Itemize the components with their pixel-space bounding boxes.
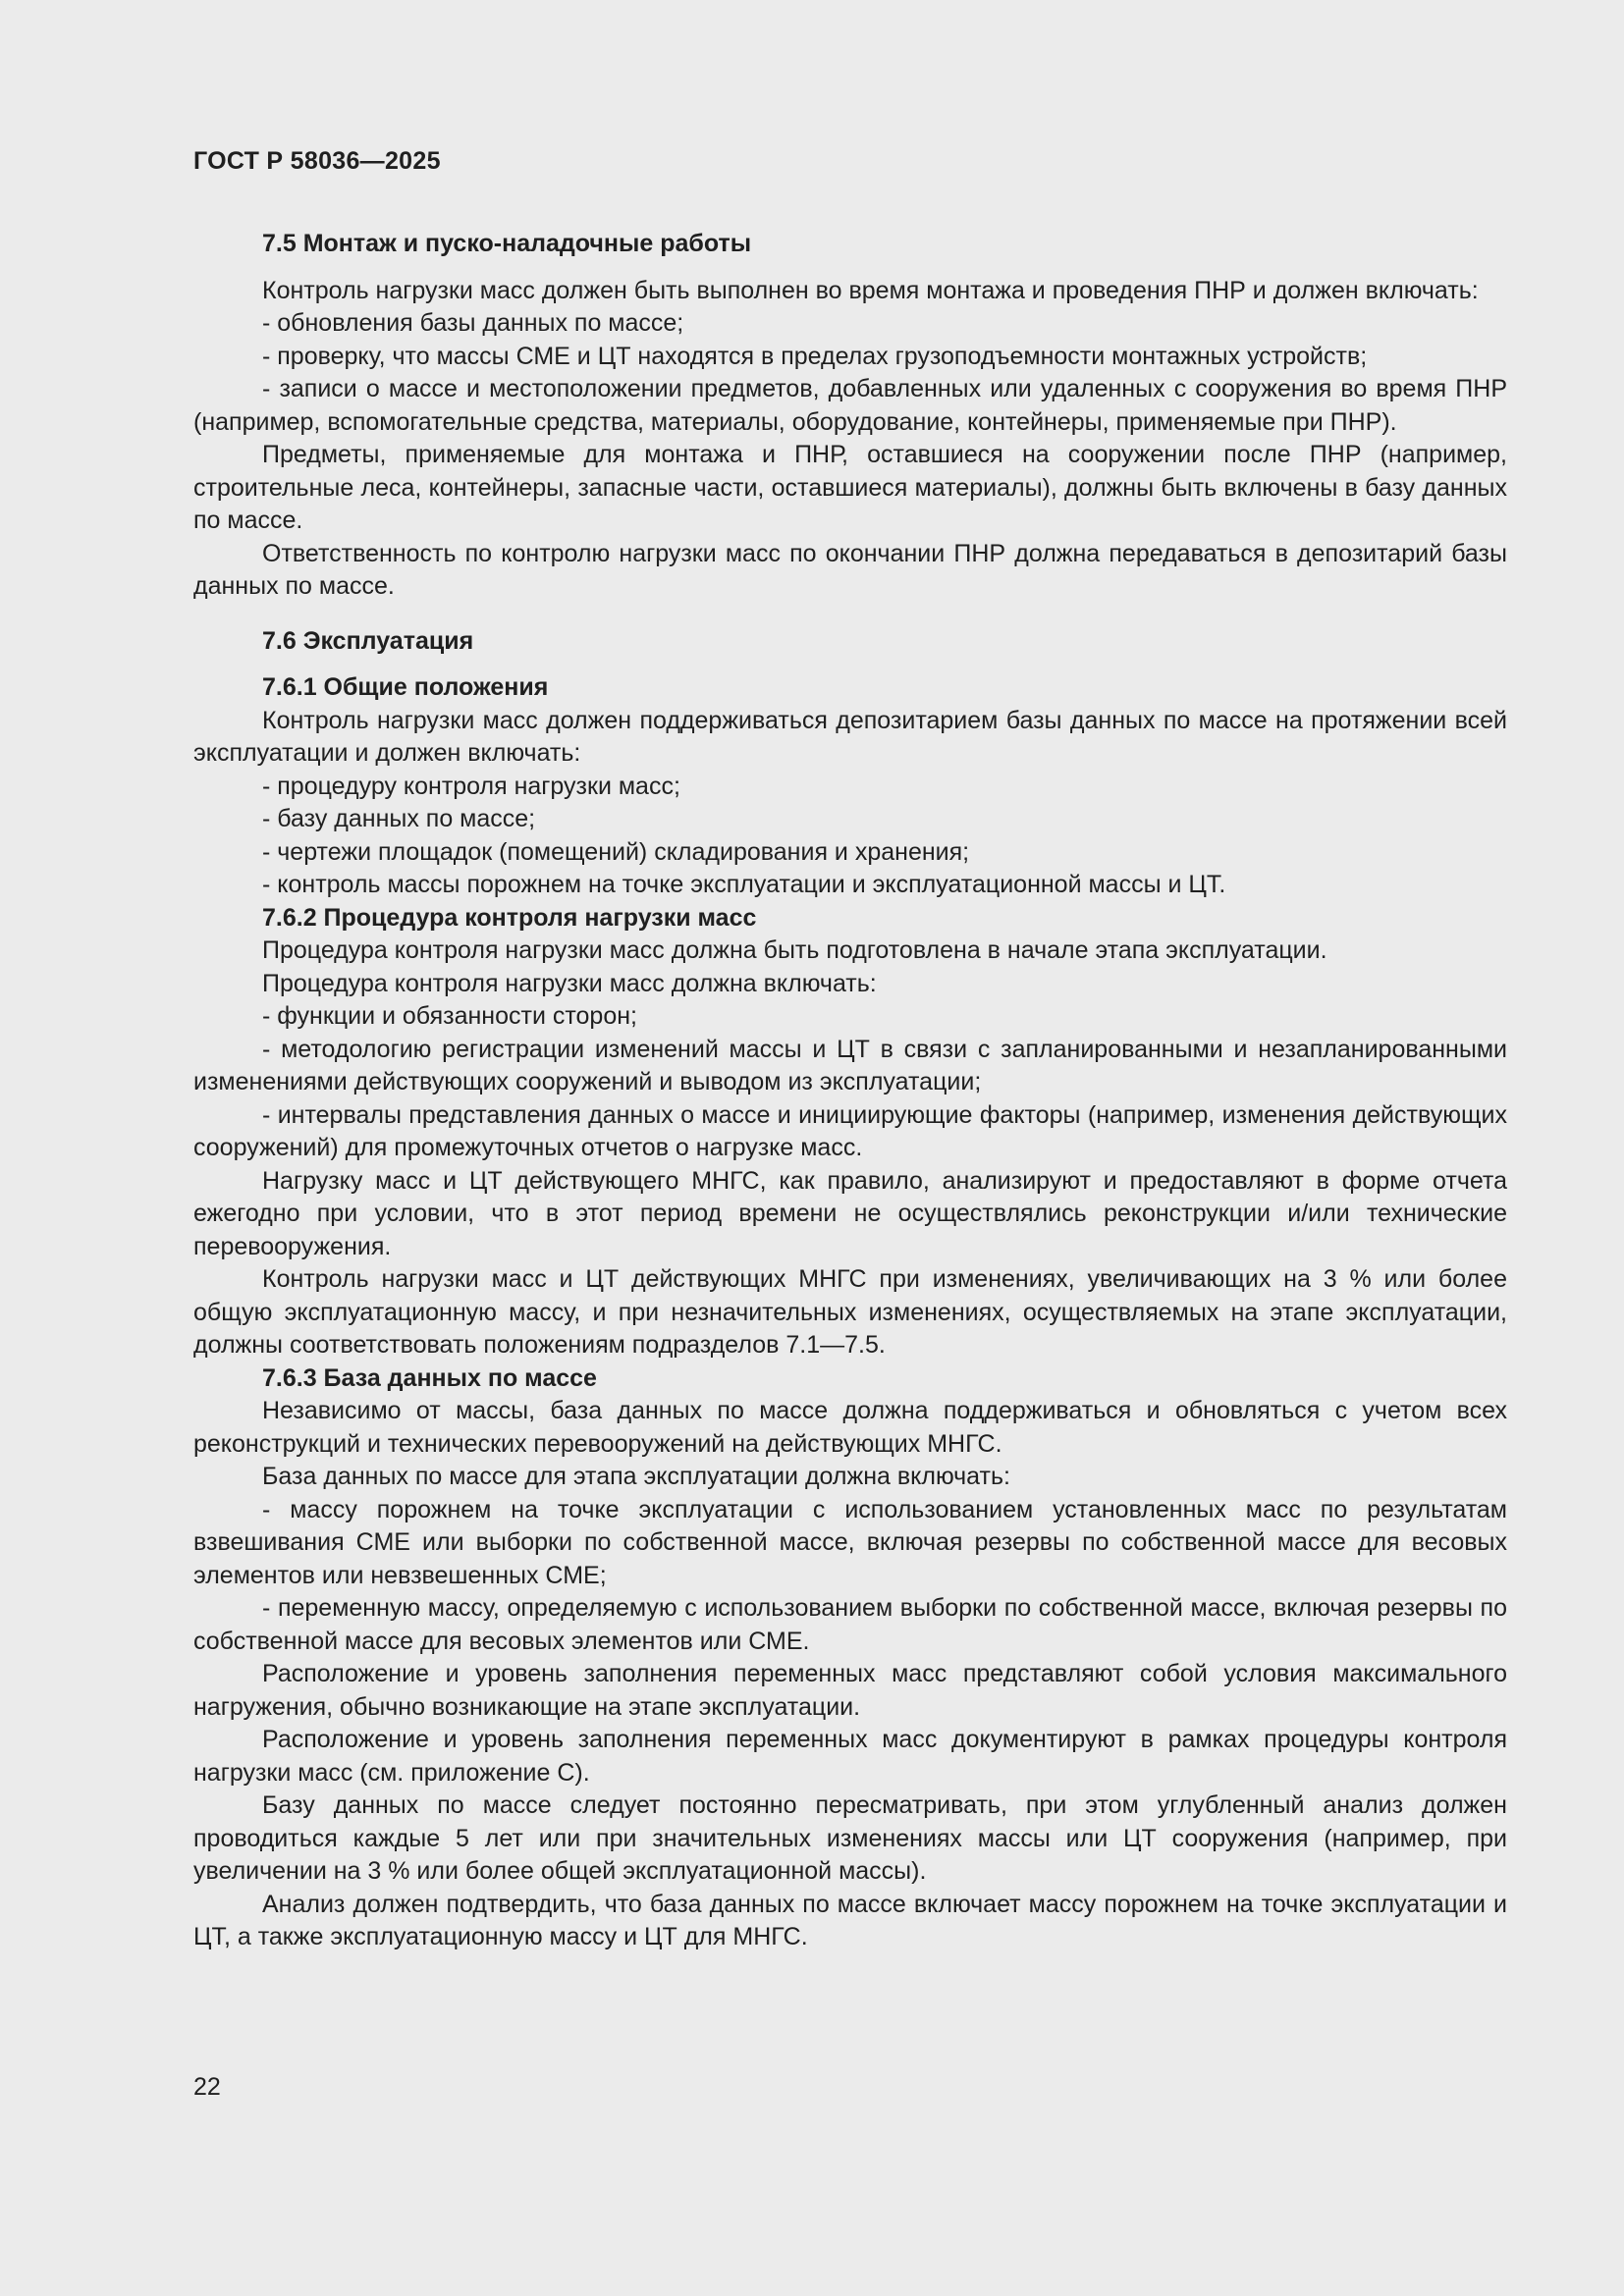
paragraph: Процедура контроля нагрузки масс должна быть подготовлена в начале этапа эксплуатации.: [262, 936, 1327, 964]
list-item: - обновления базы данных по массе;: [262, 309, 684, 337]
paragraph: Контроль нагрузки масс должен быть выполнен во время монтажа и проведения ПНР и должен включать:: [262, 276, 1479, 304]
list-item: - функции и обязанности сторон;: [262, 1002, 637, 1030]
subsection-heading-7-6-1: 7.6.1 Общие положения: [262, 673, 549, 701]
list-item: - контроль массы порожнем на точке эксплуатации и эксплуатационной массы и ЦТ.: [262, 871, 1226, 898]
list-item: - процедуру контроля нагрузки масс;: [262, 772, 680, 800]
list-item: - записи о массе и местоположении предметов, добавленных или удаленных с сооружения во время ПНР (например, вспомогательные средства, материалы, оборудование, контейнеры, применяемые при ПНР).: [193, 375, 1507, 436]
section-heading-7-6: 7.6 Эксплуатация: [262, 626, 474, 655]
paragraph: Предметы, применяемые для монтажа и ПНР, оставшиеся на сооружении после ПНР (например, строительные леса, контейнеры, запасные части, оставшиеся материалы), должны быть включены в базу данных по массе.: [193, 441, 1507, 534]
paragraph: Независимо от массы, база данных по массе должна поддерживаться и обновляться с учетом всех реконструкций и технических перевооружений на действующих МНГС.: [193, 1397, 1507, 1458]
paragraph: Контроль нагрузки масс и ЦТ действующих МНГС при изменениях, увеличивающих на 3 % или более общую эксплуатационную массу, и при незначительных изменениях, осуществляемых на этапе эксплуатации, должны соответствовать положениям подразделов 7.1—7.5.: [193, 1265, 1507, 1359]
page-number: 22: [193, 2073, 221, 2101]
list-item: - методологию регистрации изменений массы и ЦТ в связи с запланированными и незапланированными изменениями действующих сооружений и выводом из эксплуатации;: [193, 1035, 1507, 1095]
paragraph: Расположение и уровень заполнения переменных масс документируют в рамках процедуры контроля нагрузки масс (см. приложение С).: [193, 1726, 1507, 1787]
list-item: - чертежи площадок (помещений) складирования и хранения;: [262, 837, 970, 866]
paragraph: Ответственность по контролю нагрузки масс по окончании ПНР должна передаваться в депозитарий базы данных по массе.: [193, 539, 1507, 600]
list-item: - интервалы представления данных о массе и инициирующие факторы (например, изменения действующих сооружений) для промежуточных отчетов о нагрузке масс.: [193, 1100, 1507, 1161]
list-item: - переменную массу, определяемую с использованием выборки по собственной массе, включая резервы по собственной массе для весовых элементов или СМЕ.: [193, 1594, 1507, 1655]
paragraph: Расположение и уровень заполнения переменных масс представляют собой условия максимального нагружения, обычно возникающие на этапе эксплуатации.: [193, 1660, 1507, 1721]
paragraph: Контроль нагрузки масс должен поддерживаться депозитарием базы данных по массе на протяжении всей эксплуатации и должен включать:: [193, 706, 1507, 767]
document-body: [193, 228, 1507, 1954]
section-heading-7-5: 7.5 Монтаж и пуско-наладочные работы: [262, 230, 752, 257]
paragraph: Нагрузку масс и ЦТ действующего МНГС, как правило, анализируют и предоставляют в форме отчета ежегодно при условии, что в этот период времени не осуществлялись реконструкции и/или технические перевооружения.: [193, 1166, 1507, 1260]
subsection-heading-7-6-2: 7.6.2 Процедура контроля нагрузки масс: [262, 903, 757, 932]
paragraph: Базу данных по массе следует постоянно пересматривать, при этом углубленный анализ должен проводиться каждые 5 лет или при значительных изменениях массы или ЦТ сооружения (например, при увеличении на 3 % или более общей эксплуатационной массы).: [193, 1791, 1507, 1885]
list-item: - массу порожнем на точке эксплуатации с использованием установленных масс по результатам взвешивания СМЕ или выборки по собственной массе, включая резервы по собственной массе для весовых элементов или невзвешенных СМЕ;: [193, 1495, 1507, 1589]
list-item: - базу данных по массе;: [262, 805, 536, 832]
paragraph: Анализ должен подтвердить, что база данных по массе включает массу порожнем на точке эксплуатации и ЦТ, а также эксплуатационную массу и ЦТ для МНГС.: [193, 1890, 1507, 1950]
subsection-heading-7-6-3: 7.6.3 База данных по массе: [262, 1363, 597, 1392]
paragraph: База данных по массе для этапа эксплуатации должна включать:: [262, 1463, 1010, 1490]
paragraph: Процедура контроля нагрузки масс должна включать:: [262, 969, 877, 997]
list-item: - проверку, что массы СМЕ и ЦТ находятся в пределах грузоподъемности монтажных устройств;: [262, 342, 1368, 370]
document-header: ГОСТ Р 58036—2025: [193, 147, 441, 175]
